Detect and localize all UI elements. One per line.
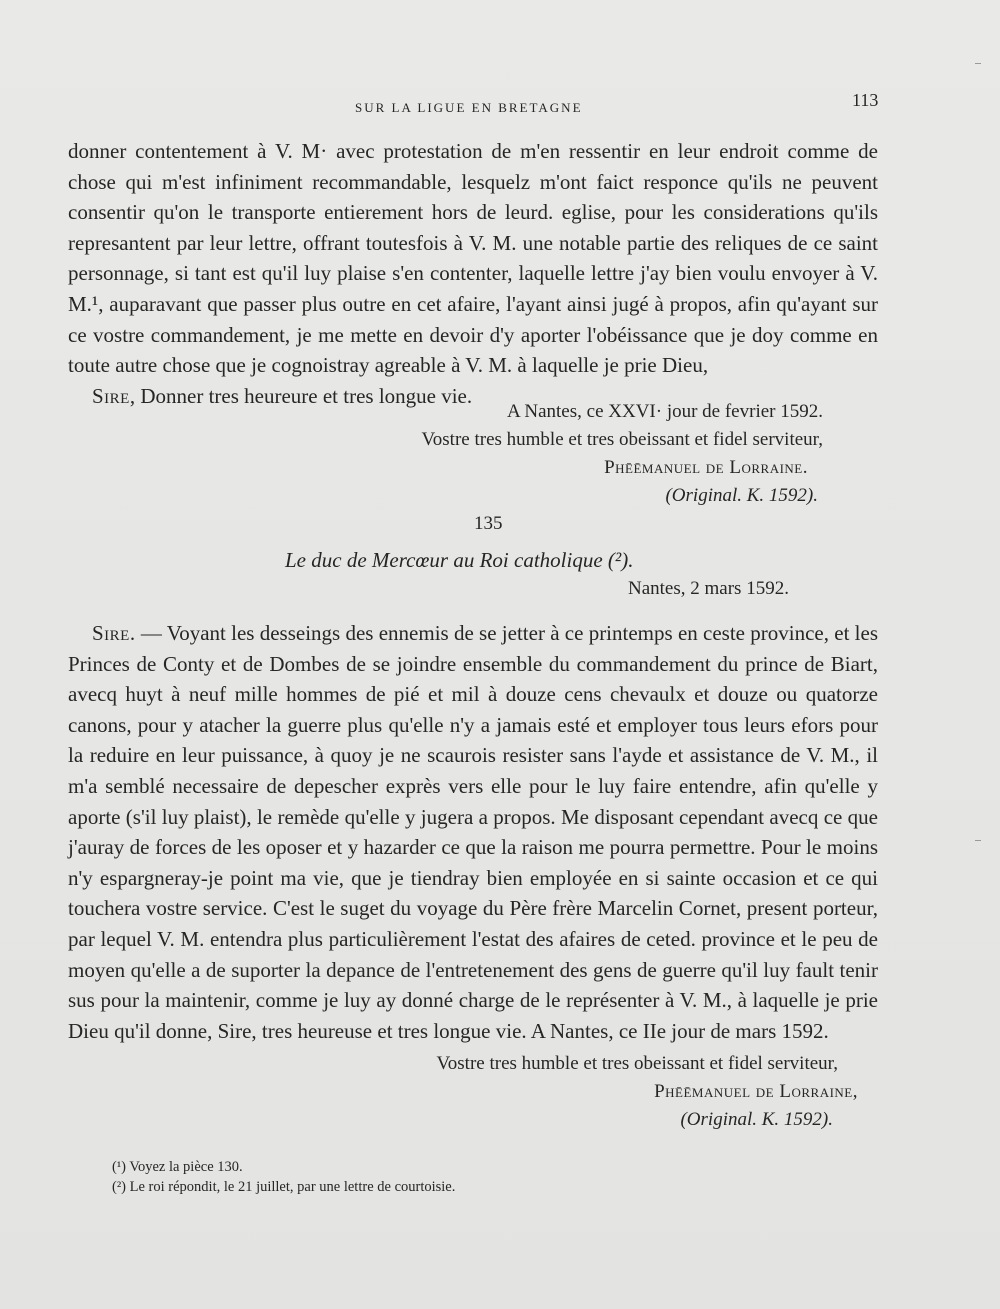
opening-sire: Sire. [92,621,136,645]
letter-1-valediction: Vostre tres humble et tres obeissant et fidel serviteur, [421,429,823,450]
letter-1-place-date: A Nantes, ce XXVI· jour de fevrier 1592. [506,401,823,422]
running-title: SUR LA LIGUE EN BRETAGNE [355,100,583,115]
letter-2-body [68,618,878,1046]
letter-1-signature: Phēēmanuel de Lorraine. [604,457,808,478]
closing-sire: Sire [92,383,130,408]
document-heading: Le duc de Mercœur au Roi catholique (²). [285,548,634,572]
footnotes [112,1157,455,1197]
letter-2 [68,618,878,1046]
document-number: 135 [474,513,503,534]
footnote-2: (²) Le roi répondit, le 21 juillet, par une lettre de courtoisie. [112,1179,456,1195]
letter-2-text: — Voyant les desseings des ennemis de se jetter à ce printemps en ceste province, et les Princes de Conty et de Dombes de se joindre ensemble du commandement du prince de Biart, avecq huyt à neuf mille hommes de pié et mil à douze cens chevaulx et douze ou quatorze canons, pour y atacher la guerre plus qu'elle n'y a jamais esté et employer tous leurs efors pour la reduire en leur puissance, à quoy je ne scaurois resister sans l'ayde et assistance de V. M., il m'a semblé necessaire de depescher exprès vers elle pour le luy faire entendre, afin qu'elle y aporte (s'il luy plaist), le remède qu'elle y jugera a propos. Me disposant cependant avecq ce que j'auray de forces de les oposer et y hazarder ce que la raison me pourra permettre. Pour le moins n'y espargneray-je point ma vie, que je tiendray bien employée en si sainte occasion et ce qui touchera vostre service. C'est le suget du voyage du Père frère Marcelin Cornet, present porteur, par lequel V. M. entendra plus particulièrement l'estat des afaires de ceted. province et le peu de moyen qu'elle a de suporter la depance de l'entretenement des gens de guerre qu'il luy fault tenir sus pour la maintenir, comme je luy ay donné charge de le représenter à V. M., à laquelle je prie Dieu qu'il donne, Sire, tres heureuse et tres longue vie. A Nantes, ce IIe jour de mars 1592. [68,621,878,1043]
letter-1-source: (Original. K. 1592). [665,485,818,506]
letter-1-signoff [68,398,878,510]
scan-mark [975,63,981,64]
letter-2-source: (Original. K. 1592). [680,1109,833,1130]
letter-1-body: donner contentement à V. M· avec protestation de m'en ressentir en leur endroit comme de chose qui m'est infiniment recommandable, lesquelz m'ont faict responce qu'ils ne peuvent consentir qu'on le transporte entierement hors de leurd. eglise, pour les considerations qu'ils represantent par leur lettre, offrant toutesfois à V. M. une notable partie des reliques de ce saint personnage, si tant est qu'il luy plaise s'en contenter, laquelle lettre j'ay bien voulu envoyer à V. M.¹, auparavant que passer plus outre en cet afaire, l'ayant ainsi jugé à propos, afin qu'ayant sur ce vostre commandement, je me mette en devoir d'y aporter l'obéissance que je doy comme en toute autre chose que je cognoistray agreable à V. M. à laquelle je prie Dieu, [68,139,878,378]
page-number: 113 [852,90,879,110]
letter-2-signoff [68,1050,878,1134]
letter-2-place-date: Nantes, 2 mars 1592. [628,578,789,599]
closing-rest: , Donner tres heureure et tres longue vie. [129,383,473,408]
letter-1 [68,136,878,411]
scan-mark [975,840,981,841]
letter-2-valediction: Vostre tres humble et tres obeissant et fidel serviteur, [436,1053,838,1074]
letter-2-signature: Phēēmanuel de Lorraine, [654,1081,858,1102]
footnote-1: (¹) Voyez la pièce 130. [112,1159,243,1175]
